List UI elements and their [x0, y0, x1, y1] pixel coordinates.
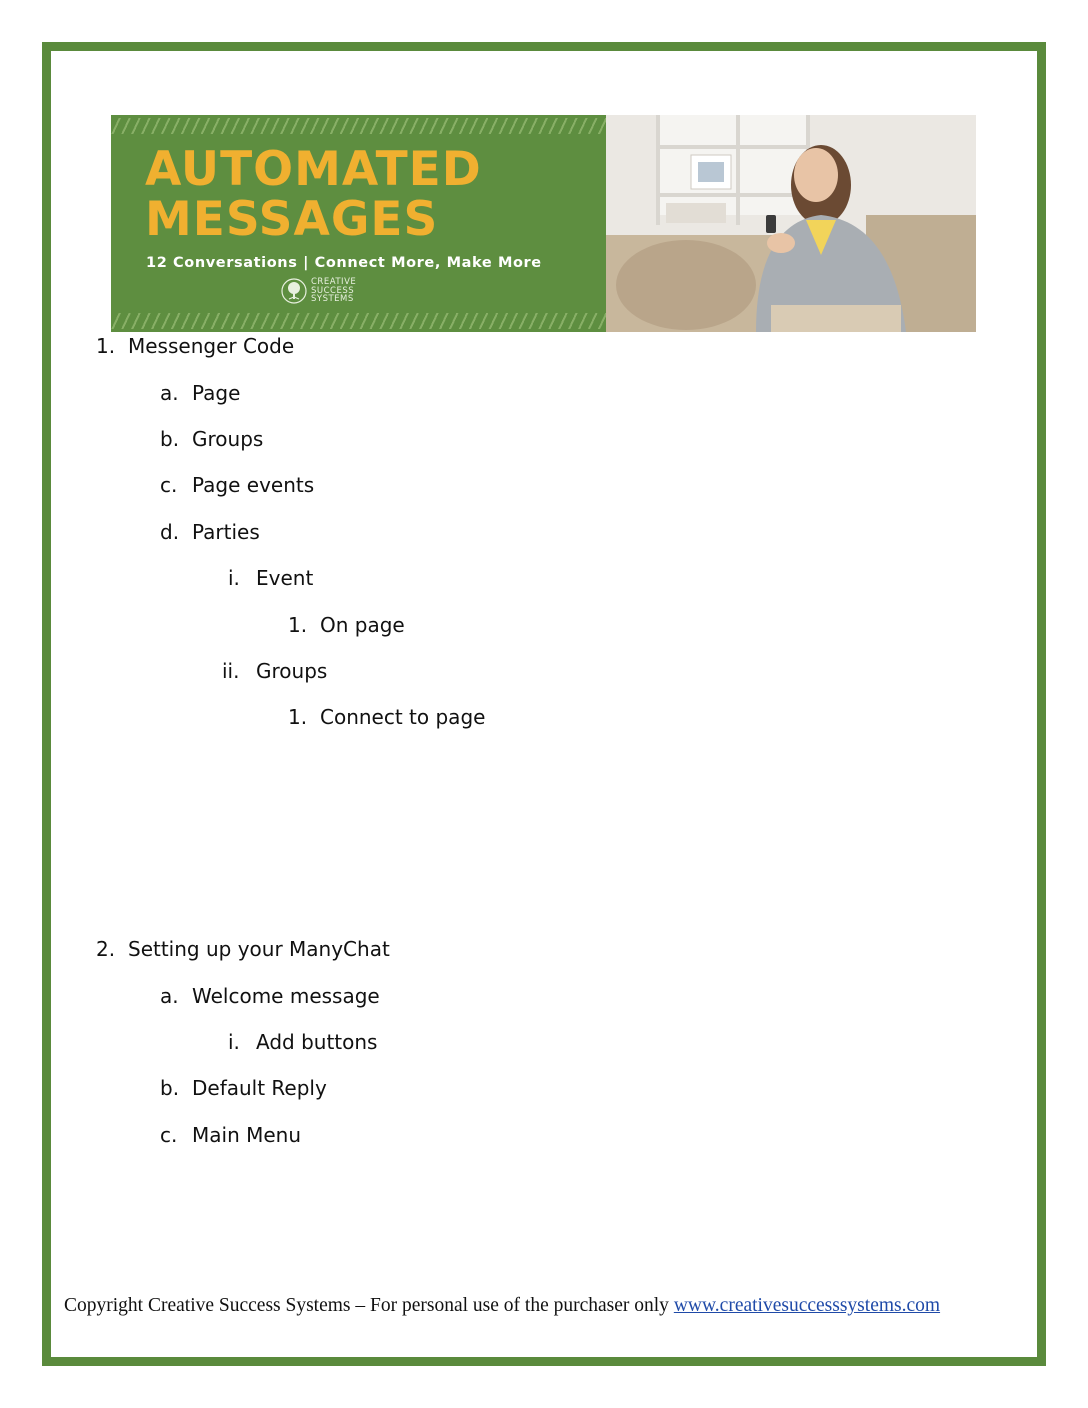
- list-marker: d.: [160, 520, 180, 544]
- list-item-label: Welcome message: [192, 984, 380, 1008]
- list-item-label: On page: [320, 613, 405, 637]
- list-marker: 1.: [96, 334, 116, 358]
- brand-line1: CREATIVE: [311, 277, 357, 288]
- list-item-label: Messenger Code: [128, 334, 295, 358]
- banner-tagline: 12 Conversations | Connect More, Make More: [146, 255, 542, 271]
- list-marker: 1.: [288, 705, 308, 729]
- banner-photo: [606, 115, 976, 332]
- list-marker: ii.: [222, 659, 240, 683]
- header-banner: [111, 115, 976, 332]
- copyright-text: Copyright Creative Success Systems – For personal use of the purchaser only: [64, 1295, 674, 1316]
- list-item-label: Add buttons: [256, 1030, 378, 1054]
- website-link[interactable]: www.creativesuccesssystems.com: [673, 1295, 941, 1316]
- list-item-label: Setting up your ManyChat: [128, 937, 390, 961]
- woman-with-phone-illustration: [606, 115, 976, 332]
- brand-line2: SUCCESS: [311, 285, 355, 296]
- list-marker: a.: [160, 381, 179, 405]
- list-item-add-buttons: [228, 1030, 378, 1054]
- banner-text-panel: [111, 115, 606, 332]
- list-item-section2: [96, 937, 390, 961]
- list-item-page: [160, 381, 241, 405]
- brand-name: [311, 278, 356, 304]
- list-item-on-page: [288, 613, 405, 637]
- list-item-groups-party: [222, 659, 328, 683]
- banner-stripe-bottom: [111, 313, 606, 329]
- banner-title-line2: MESSAGES: [145, 192, 439, 247]
- list-item-default-reply: [160, 1076, 327, 1100]
- list-marker: 1.: [288, 613, 308, 637]
- banner-stripe-top: [111, 118, 606, 134]
- list-item-label: Event: [256, 566, 314, 590]
- list-marker: c.: [160, 1123, 178, 1147]
- banner-title-line1: AUTOMATED: [145, 142, 482, 197]
- tree-logo-icon: [281, 278, 307, 304]
- list-marker: 2.: [96, 937, 116, 961]
- list-item-label: Groups: [256, 659, 328, 683]
- list-item-page-events: [160, 473, 315, 497]
- list-item-groups: [160, 427, 264, 451]
- list-marker: b.: [160, 1076, 180, 1100]
- copyright-footer: [64, 1295, 1026, 1317]
- list-item-event: [228, 566, 314, 590]
- list-item-label: Groups: [192, 427, 264, 451]
- list-item-label: Page: [192, 381, 241, 405]
- list-marker: b.: [160, 427, 180, 451]
- list-marker: c.: [160, 473, 178, 497]
- list-marker: a.: [160, 984, 179, 1008]
- list-item-label: Main Menu: [192, 1123, 302, 1147]
- list-item-welcome-message: [160, 984, 380, 1008]
- list-item-connect-to-page: [288, 705, 486, 729]
- list-marker: i.: [228, 566, 240, 590]
- list-item-main-menu: [160, 1123, 302, 1147]
- banner-title: [145, 142, 482, 247]
- list-item-label: Page events: [192, 473, 315, 497]
- list-marker: i.: [228, 1030, 240, 1054]
- list-item-section1: [96, 334, 295, 358]
- list-item-label: Connect to page: [320, 705, 486, 729]
- brand-line3: SYSTEMS: [311, 294, 354, 305]
- list-item-label: Parties: [192, 520, 260, 544]
- brand-mark: [281, 278, 356, 304]
- list-item-parties: [160, 520, 260, 544]
- list-item-label: Default Reply: [192, 1076, 327, 1100]
